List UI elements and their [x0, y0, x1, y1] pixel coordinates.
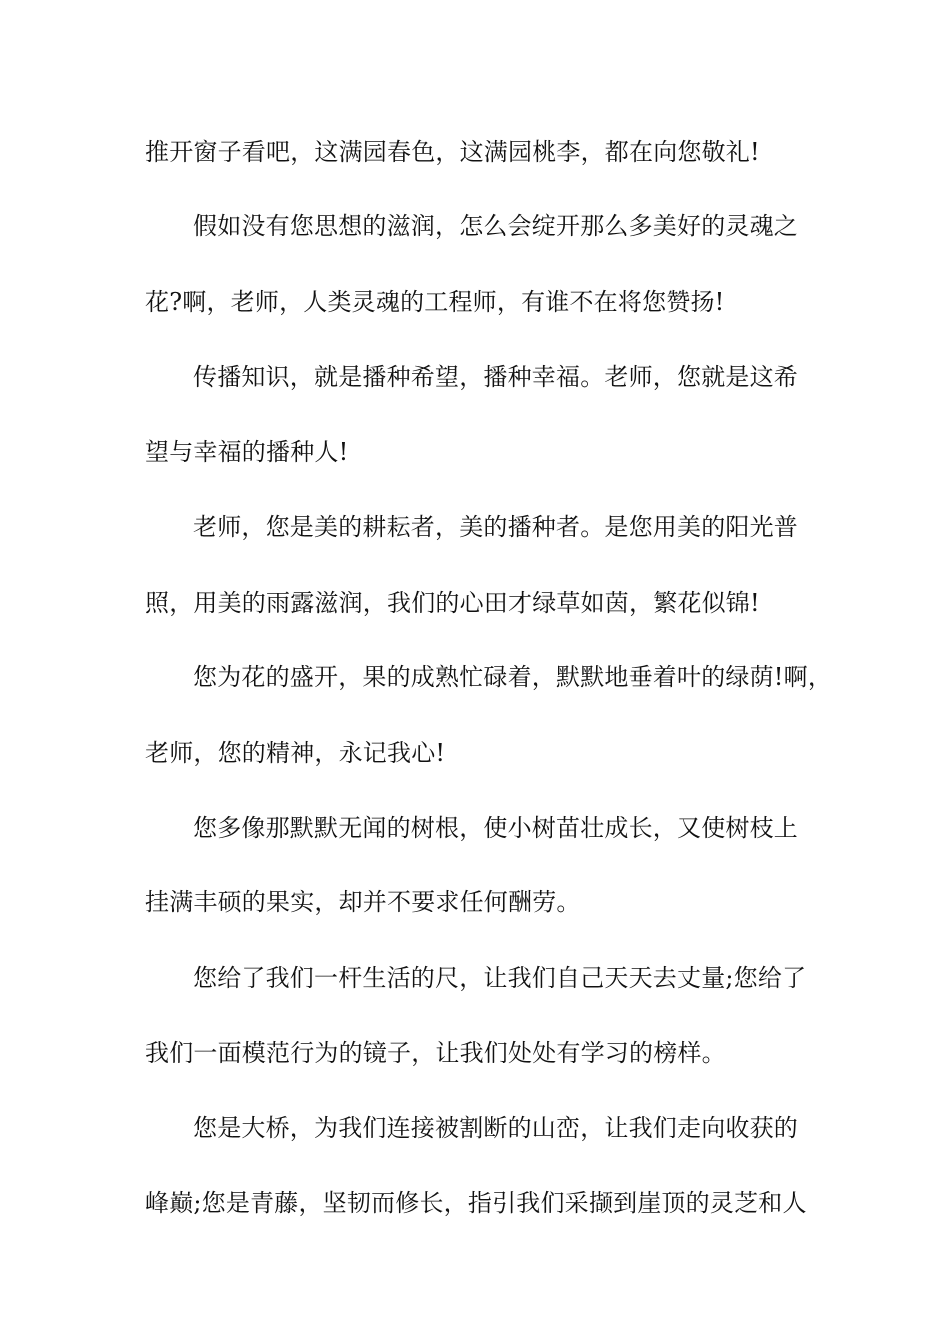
- paragraph-first-line: 传播知识，就是播种希望，播种幸福。老师，您就是这希: [193, 363, 798, 391]
- paragraph-first-line: 您为花的盛开，果的成熟忙碌着，默默地垂着叶的绿荫!啊，: [193, 663, 833, 691]
- text-line: 推开窗子看吧，这满园春色，这满园桃李，都在向您敬礼!: [145, 138, 760, 166]
- text-line: 望与幸福的播种人!: [145, 438, 349, 466]
- paragraph-first-line: 假如没有您思想的滋润，怎么会绽开那么多美好的灵魂之: [193, 212, 798, 240]
- text-line: 挂满丰硕的果实，却并不要求任何酬劳。: [145, 888, 581, 916]
- text-line: 花?啊，老师，人类灵魂的工程师，有谁不在将您赞扬!: [145, 288, 725, 316]
- text-line: 我们一面模范行为的镜子，让我们处处有学习的榜样。: [145, 1039, 726, 1067]
- paragraph-first-line: 老师，您是美的耕耘者，美的播种者。是您用美的阳光普: [193, 513, 798, 541]
- text-line: 照，用美的雨露滋润，我们的心田才绿草如茵，繁花似锦!: [145, 589, 760, 617]
- paragraph-first-line: 您多像那默默无闻的树根，使小树苗壮成长，又使树枝上: [193, 814, 798, 842]
- text-line: 老师，您的精神，永记我心!: [145, 739, 446, 767]
- text-line: 峰巅;您是青藤，坚韧而修长，指引我们采撷到崖顶的灵芝和人: [145, 1189, 807, 1217]
- paragraph-first-line: 您是大桥，为我们连接被割断的山峦，让我们走向收获的: [193, 1114, 798, 1142]
- paragraph-first-line: 您给了我们一杆生活的尺，让我们自己天天去丈量;您给了: [193, 964, 807, 992]
